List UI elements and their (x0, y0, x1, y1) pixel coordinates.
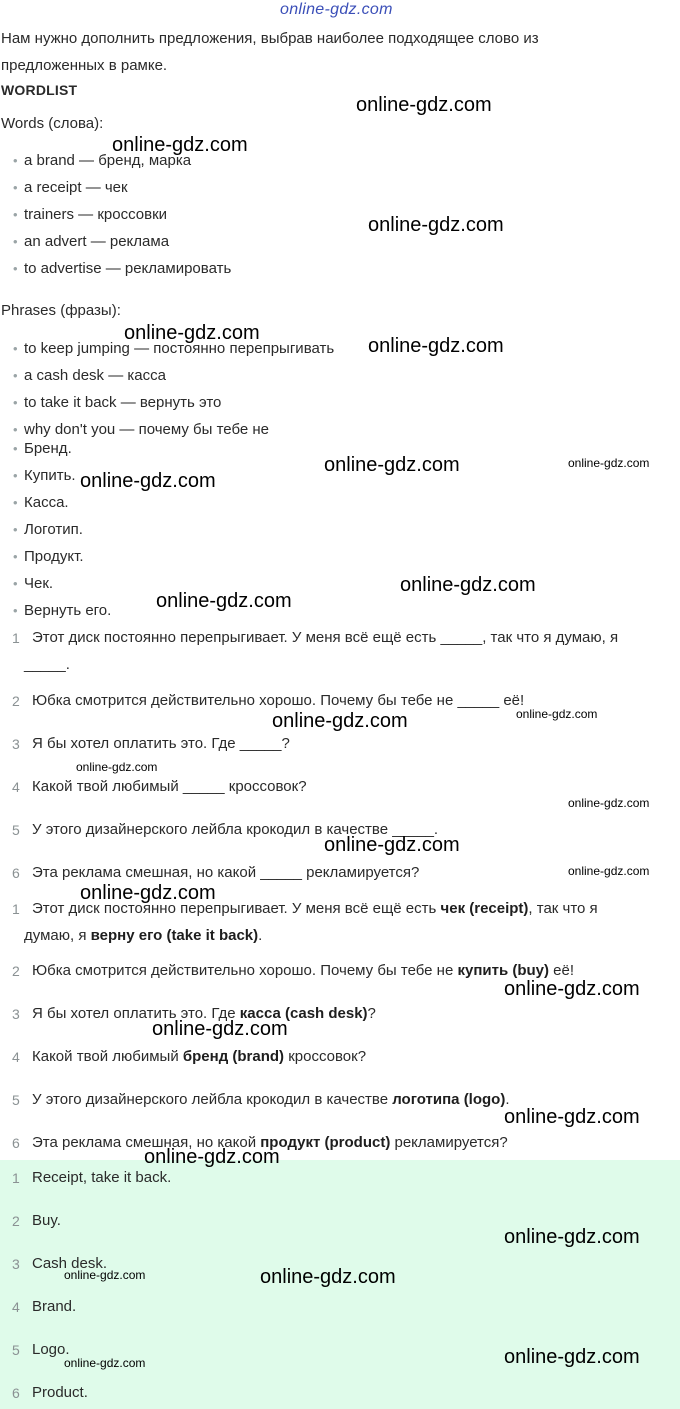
answer-item (0, 899, 680, 949)
watermark: online-gdz.com (368, 335, 504, 357)
intro-line-1: Нам нужно дополнить предложения, выбрав наиболее подходящее слово из (1, 30, 539, 47)
word-text: a brand — бренд, марка (24, 152, 192, 169)
question-number: 3 (12, 736, 20, 752)
short-answer-item (0, 1297, 400, 1317)
answer-item (0, 1047, 680, 1067)
question-text: Эта реклама смешная, но какой _____ рекламируется? (32, 864, 420, 881)
answer-text: Юбка смотрится действительно хорошо. Почему бы тебе не купить (buy) её! (32, 962, 575, 979)
watermark: online-gdz.com (368, 214, 504, 236)
option-text: Купить. (24, 467, 76, 484)
bullet-icon: • (13, 441, 18, 456)
question-text-cont: _____. (24, 656, 70, 673)
phrases-heading: Phrases (фразы): (1, 302, 121, 319)
answer-text: У этого дизайнерского лейбла крокодил в качестве логотипа (logo). (32, 1091, 510, 1108)
phrase-text: a cash desk — касса (24, 367, 166, 384)
wordlist-heading: WORDLIST (1, 82, 78, 98)
intro-line-2: предложенных в рамке. (1, 57, 168, 74)
word-text: an advert — реклама (24, 233, 170, 250)
watermark: online-gdz.com (324, 834, 460, 856)
option-text: Бренд. (24, 440, 72, 457)
option-text: Продукт. (24, 548, 84, 565)
watermark: online-gdz.com (64, 1268, 146, 1282)
answer-item (0, 1004, 680, 1024)
watermark: online-gdz.com (112, 134, 248, 156)
question-item (0, 734, 680, 754)
short-answer-number: 3 (12, 1256, 20, 1272)
bullet-icon: • (13, 234, 18, 249)
watermark: online-gdz.com (324, 454, 460, 476)
option-text: Логотип. (24, 521, 83, 538)
question-number: 5 (12, 822, 20, 838)
bullet-icon: • (13, 468, 18, 483)
answer-number: 2 (12, 963, 20, 979)
option-text: Вернуть его. (24, 602, 112, 619)
watermark: online-gdz.com (144, 1146, 280, 1168)
bullet-icon: • (13, 368, 18, 383)
watermark: online-gdz.com (568, 456, 650, 470)
watermark: online-gdz.com (156, 590, 292, 612)
answer-text: Какой твой любимый бренд (brand) кроссовок? (32, 1048, 367, 1065)
answer-highlight: чек (receipt) (440, 900, 529, 917)
answer-highlight: продукт (product) (260, 1134, 391, 1151)
list-item (0, 520, 200, 540)
list-item (0, 205, 400, 225)
question-text: Я бы хотел оплатить это. Где _____? (32, 735, 290, 752)
words-heading: Words (слова): (1, 115, 104, 132)
option-text: Касса. (24, 494, 69, 511)
short-answer-text: Receipt, take it back. (32, 1169, 172, 1186)
list-item (0, 393, 400, 413)
list-item (0, 259, 400, 279)
question-text: Юбка смотрится действительно хорошо. Почему бы тебе не _____ её! (32, 692, 525, 709)
bullet-icon: • (13, 207, 18, 222)
list-item (0, 366, 400, 386)
answer-highlight: логотипа (logo) (392, 1091, 506, 1108)
short-answer-text: Brand. (32, 1298, 77, 1315)
question-number: 1 (12, 630, 20, 646)
question-number: 6 (12, 865, 20, 881)
short-answer-number: 2 (12, 1213, 20, 1229)
bullet-icon: • (13, 422, 18, 437)
watermark: online-gdz.com (516, 707, 598, 721)
list-item (0, 232, 400, 252)
watermark: online-gdz.com (504, 1106, 640, 1128)
question-number: 2 (12, 693, 20, 709)
watermark: online-gdz.com (80, 470, 216, 492)
bullet-icon: • (13, 180, 18, 195)
watermark: online-gdz.com (504, 978, 640, 1000)
bullet-icon: • (13, 341, 18, 356)
short-answer-text: Buy. (32, 1212, 61, 1229)
answer-highlight: бренд (brand) (182, 1048, 285, 1065)
bullet-icon: • (13, 522, 18, 537)
answer-number: 4 (12, 1049, 20, 1065)
watermark: online-gdz.com (152, 1018, 288, 1040)
watermark: online-gdz.com (272, 710, 408, 732)
watermark: online-gdz.com (504, 1346, 640, 1368)
header-watermark: online-gdz.com (280, 1, 393, 18)
short-answer-number: 6 (12, 1385, 20, 1401)
bullet-icon: • (13, 395, 18, 410)
bullet-icon: • (13, 549, 18, 564)
short-answer-item (0, 1211, 400, 1231)
answer-text: Этот диск постоянно перепрыгивает. У меня всё ещё есть чек (receipt), так что я (32, 900, 598, 917)
short-answer-text: Cash desk. (32, 1255, 108, 1272)
answer-item (0, 1133, 680, 1153)
watermark: online-gdz.com (400, 574, 536, 596)
short-answer-number: 1 (12, 1170, 20, 1186)
phrase-text: to take it back — вернуть это (24, 394, 222, 411)
bullet-icon: • (13, 603, 18, 618)
question-text: У этого дизайнерского лейбла крокодил в качестве _____. (32, 821, 439, 838)
watermark: online-gdz.com (80, 882, 216, 904)
answer-number: 3 (12, 1006, 20, 1022)
short-answer-text: Logo. (32, 1341, 70, 1358)
phrase-text: why don't you — почему бы тебе не (24, 421, 270, 438)
word-text: trainers — кроссовки (24, 206, 168, 223)
list-item (0, 439, 200, 459)
answer-number: 1 (12, 901, 20, 917)
list-item (0, 493, 200, 513)
answer-number: 6 (12, 1135, 20, 1151)
short-answer-item (0, 1383, 400, 1403)
watermark: online-gdz.com (568, 796, 650, 810)
list-item (0, 420, 400, 440)
option-text: Чек. (24, 575, 54, 592)
phrase-text: to keep jumping — постоянно перепрыгивать (24, 340, 335, 357)
short-answer-number: 4 (12, 1299, 20, 1315)
watermark: online-gdz.com (124, 322, 260, 344)
word-text: to advertise — рекламировать (24, 260, 232, 277)
question-item (0, 777, 680, 797)
bullet-icon: • (13, 261, 18, 276)
list-item (0, 178, 400, 198)
answer-number: 5 (12, 1092, 20, 1108)
watermark: online-gdz.com (568, 864, 650, 878)
bullet-icon: • (13, 576, 18, 591)
question-text: Какой твой любимый _____ кроссовок? (32, 778, 307, 795)
answer-text-cont: думаю, я верну его (take it back). (24, 927, 263, 944)
question-text: Этот диск постоянно перепрыгивает. У меня всё ещё есть _____, так что я думаю, я (32, 629, 619, 646)
answer-text: Я бы хотел оплатить это. Где касса (cash desk)? (32, 1005, 376, 1022)
answer-highlight: верну его (take it back) (90, 927, 259, 944)
watermark: online-gdz.com (64, 1356, 146, 1370)
answer-highlight: купить (buy) (457, 962, 549, 979)
answer-highlight: касса (cash desk) (239, 1005, 368, 1022)
question-item (0, 628, 680, 678)
answer-text: Эта реклама смешная, но какой продукт (product) рекламируется? (32, 1134, 508, 1151)
watermark: online-gdz.com (504, 1226, 640, 1248)
short-answer-item (0, 1340, 400, 1360)
word-text: a receipt — чек (24, 179, 128, 196)
list-item (0, 547, 200, 567)
short-answer-text: Product. (32, 1384, 88, 1401)
short-answer-number: 5 (12, 1342, 20, 1358)
watermark: online-gdz.com (356, 94, 492, 116)
short-answer-item (0, 1168, 400, 1188)
watermark: online-gdz.com (76, 760, 158, 774)
bullet-icon: • (13, 495, 18, 510)
question-number: 4 (12, 779, 20, 795)
bullet-icon: • (13, 153, 18, 168)
watermark: online-gdz.com (260, 1266, 396, 1288)
